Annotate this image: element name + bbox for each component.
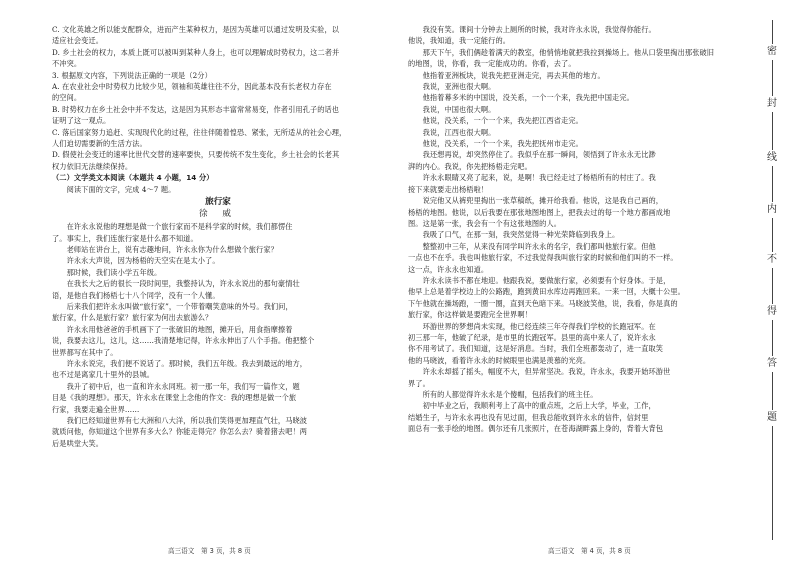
right-text-line: 界了。 [408,378,430,388]
right-text-line: 他早上总是着学校边上的公路跑，跑到黄田水库边再跑回来。一来一回，大概十公里。 [408,287,685,297]
right-text-line: 他指着幕多米的中国说，没关系，一个一个来，我先把中国走完。 [408,93,634,103]
seal-char: 题 [764,410,780,426]
left-text-line: 权力依旧无法继续保持。 [52,161,133,171]
right-text-line: 我说，中国也很大啊。 [408,104,496,114]
right-text-line: 许永永读书不都在地迎。他跟我说，要做旅行家，必须要有个好身体。于是， [408,275,671,285]
right-text-line: 我吸了口气，在那一刻，我突然觉得一种光荣降临到我身上。 [408,230,620,240]
left-text-line: 也不过是离家几十里外的县城。 [52,370,155,380]
right-text-line: 他的马晓波，看着许永永的时候眼里也满是羡慕的光亮。 [408,355,591,365]
left-text-line: 说，我要去这儿，这儿，这……我清楚地记得，许永永伸出了八个手指。他把整个 [52,336,315,346]
left-text-line: 我升了初中后，也一直和许永永同班。初一那一年，我们写一篇作文，题 [52,381,300,391]
left-text-line: （二）文学类文本阅读（本题共 4 小题，14 分） [52,173,214,183]
left-text-line: 后来我们把许永永叫做“旅行家”，一个带着嘲笑意味的外号。我们问， [52,301,293,311]
right-text-line: 接下来就要走出杨梧啦！ [408,184,489,194]
binding-margin [752,0,794,561]
right-text-line: 环游世界的梦想尚未实现，他已经连续三年夺得我们学校的长跑冠军。在 [408,321,656,331]
right-text-line: 杨梧的地图。他说，以后我要在那张地图地图上，把我去过的每一个地方都画成地 [408,207,671,217]
left-text-line: 旅行家，什么是旅行家？旅行家为何出去旅游么？ [52,313,213,323]
right-text-line: 他说，没关系，一个一个来，我先把江西省走完。 [408,116,583,126]
left-text-line: 适应社会变迁。 [52,36,104,46]
left-text-line: 不冲突。 [52,59,82,69]
right-text-line: 结婚生子，与许永永再也没有见过面，但我总能收到许永永的信件，信封里 [408,412,649,422]
right-text-line: 他指着亚洲板块，说我先把亚洲走完，再去其他的地方。 [408,70,605,80]
right-text-line: 图。这是第一张，我会有一个有这张地图的人。 [408,218,562,228]
left-text-line: 在我长大之后的很长一段时间里，我整持认为，许永永说出的那句豪情壮 [52,279,300,289]
right-text-line: 湃的内心。我说，你先把杨梧走完吧。 [408,161,532,171]
seal-char: 封 [764,96,780,112]
left-text-line: 阅读下面的文字，完成 4～7 题。 [52,184,176,194]
left-text-line: 人们迫切需要新的生活方法。 [52,139,147,149]
left-text-line: 证明了这一观点。 [52,116,111,126]
left-text-line: 语，是他自我们杨梧七十八个同学，没有一个人懂。 [52,290,220,300]
right-text-line: 许永永眼睛又亮了起来，说，是啊！我已经走过了杨梧所有的村庄了。我 [408,173,656,183]
right-text-line: 的地图，说，你看，我一定能成功的。你看，去了。 [408,59,576,69]
right-text-line: 你不用考试了。我们知道，这是好消息。当时，我们全班都轰动了，进一直取笑 [408,344,664,354]
left-text-line: 在许永永说他的理想是做一个旅行家而不是科学家的时候，我们都愣住 [52,222,293,232]
right-text-line: 面总有一张手绘的地图。偶尔还有几张照片，在苍海湖畔露上身的，背着大背包 [408,424,664,434]
right-text-line: 我说，亚洲也很大啊。 [408,82,496,92]
right-text-line: 初中毕业之后，我顺利考上了高中的重点班，之后上大学，毕业，工作， [408,401,656,411]
left-text-line: C. 文化英雄之所以能支配群众，进而产生某种权力，是因为英雄可以通过发明及实验，以 [52,25,340,34]
left-text-line: D. 假使社会变迁的速率比世代交替的速率要快，只要传统不发生变化，乡土社会的长老其 [52,150,340,160]
left-text-line: C. 落后国家努力追赶、实现现代化的过程，往往伴随着惶恐、紧张，无所适从的社会心理， [52,127,347,137]
story-author: 徐 威 [199,209,237,220]
left-text-line: 老师站在讲台上，说有志趣地问，许永永你为什么想做个旅行家？ [52,244,278,254]
left-text-line: 许永永说完，我们便不说话了。那时候，我们五年级。我去到最远的地方， [52,358,308,368]
left-text-line: 世界都写在其中了。 [52,347,118,357]
right-text-line: 许永永却摇了摇头，幅度不大，但异常坚决。我说，许永永，我要开始环游世 [408,367,671,377]
left-text-line: B. 时势权力在乡土社会中并不发达，这是因为其形态丰富常常易变，作者引用孔子的话也 [52,104,340,114]
left-text-line: 3. 根据原文内容，下列说法正确的一项是（2分） [52,70,212,80]
left-text-line: A. 在农业社会中时势权力比较少见，领袖和英雄往往不分，因此基本没有长老权力存在 [52,82,332,92]
left-text-line: 的空间。 [52,93,82,103]
right-text-line: 我说，江西也很大啊。 [408,127,496,137]
left-text-line: 行家，我要走遍全世界…… [52,404,140,414]
right-page [400,0,746,561]
right-text-line: 他说，我知道，我一定能行的。 [408,36,511,46]
right-text-line: 我还想再说，却突然停住了。我似乎在那一瞬间，领悟到了许永永无比渺 [408,150,656,160]
right-text-line: 那天下午，我们俩趁着满天的教室，他悄悄地就把我拉到操场上。他从口袋里掏出那张破旧 [408,47,715,57]
right-text-line: 一点也不在乎。我也叫他旅行家，不过我觉得我叫旅行家的时候和他们叫的不一样。 [408,253,678,263]
seal-char: 得 [764,304,780,320]
left-text-line: D. 乡土社会的权力，本质上既可以被叫到某种人身上，也可以理解成时势权力，这二者并 [52,47,340,57]
right-text-line: 旅行家，你这样做是要跑完全世界啊！ [408,310,532,320]
left-text-line: 目是《我的理想》。那天，许永永在课堂上念他的作文：我的理想是做一个旅 [52,393,297,403]
right-text-line: 我没有笑。课间十分钟去上厕所的时候，我对许永永说，我觉得你能行。 [408,25,656,34]
right-text-line: 说完他又从裤兜里掏出一张草稿纸，摊开给我看。他说，这是我自己画的， [408,196,664,206]
right-text-line: 这一点，许永永也知道。 [408,264,489,274]
left-text-line: 许永永大声说，因为杨梧的天空实在是太小了。 [52,256,220,266]
right-text-line: 整整初中三年，从来没有同学叫许永永的名字，我们都叫他旅行家。但他 [408,241,656,251]
right-text-line: 他说，没关系，一个一个来，我先把抚州市走完。 [408,139,583,149]
left-text-line: 就质问他，你知道这个世界有多大么？你能走得完？你怎么去？骑着猪去吧！两 [52,427,308,437]
seal-char: 线 [764,150,780,166]
left-text-line: 那时候，我们读小学五年级。 [52,267,162,277]
right-text-line: 下午他就在操场跑，一圈一圈，直到天色暗下来。马晓波笑他，说，我看，你是真的 [408,298,678,308]
seal-char: 不 [764,252,780,268]
page-footer-right: 高三语文 第 4 页，共 8 页 [548,547,631,555]
left-text-line: 了。事实上，我们连旅行家是什么都不知道。 [52,233,198,243]
seal-char: 答 [764,356,780,372]
left-page [0,0,392,561]
seal-char: 密 [764,44,780,60]
story-title: 旅行家 [205,197,231,208]
page-footer-left: 高三语文 第 3 页，共 8 页 [168,547,251,555]
left-text-line: 许永永用他爸爸的手机画下了一张破旧的地图，摊开后，用食指摩擦着 [52,324,293,334]
left-text-line: 后是哄堂大笑。 [52,438,104,448]
left-text-line: 我们已经知道世界有七大洲和八大洋，所以我们笑得更加理直气壮，马晓波 [52,416,308,425]
right-text-line: 所有的人都觉得许永永是个傻帽，包括我们的班主任。 [408,390,598,399]
seal-char: 内 [764,202,780,218]
right-text-line: 初三那一年，他破了纪录，是市里的长跑冠军。县里的高中来人了，说许永永 [408,332,656,342]
